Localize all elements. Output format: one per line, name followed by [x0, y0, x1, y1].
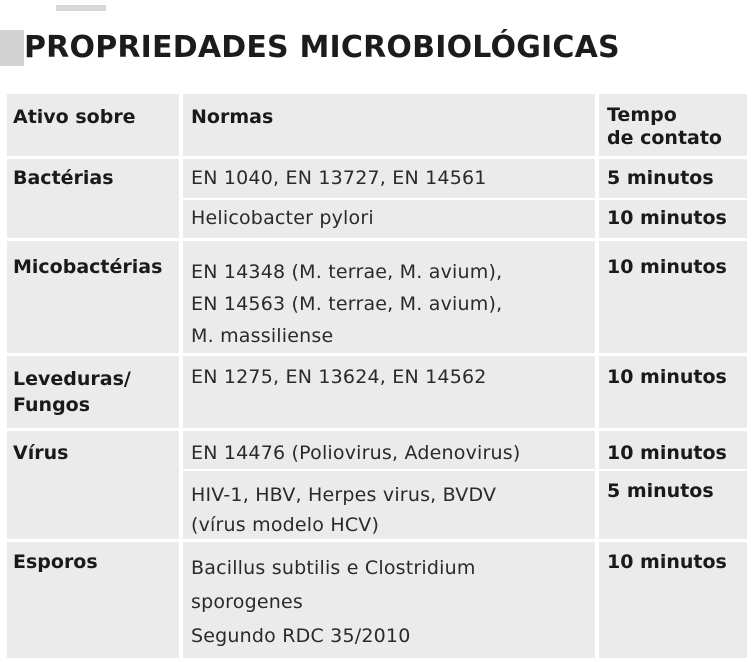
norm-text: Helicobacter pylori	[191, 207, 374, 229]
row-divider	[7, 156, 747, 159]
header-norms: Normas	[191, 106, 274, 128]
agent-bacteria: Bactérias	[13, 167, 114, 189]
column-divider	[595, 94, 599, 658]
norm-text: EN 14476 (Poliovirus, Adenovirus)	[191, 442, 521, 464]
agent-virus: Vírus	[13, 442, 69, 464]
scan-mark	[56, 5, 106, 11]
norm-text: Bacillus subtilis e Clostridium sporogenes Segundo RDC 35/2010	[191, 557, 476, 647]
contact-time: 10 minutos	[607, 366, 727, 388]
microbiological-properties-table	[7, 94, 747, 658]
agent-mycobacteria: Micobactérias	[13, 256, 163, 278]
contact-time: 10 minutos	[607, 551, 727, 573]
contact-time: 10 minutos	[607, 256, 727, 278]
page-title: PROPRIEDADES MICROBIOLÓGICAS	[24, 30, 620, 65]
column-divider	[179, 94, 183, 658]
subrow-divider	[183, 469, 747, 471]
contact-time: 5 minutos	[607, 480, 714, 502]
agent-yeasts-fungi: Leveduras/ Fungos	[13, 368, 131, 416]
header-active-on: Ativo sobre	[13, 106, 136, 128]
subrow-divider	[183, 198, 747, 200]
contact-time: 10 minutos	[607, 207, 727, 229]
agent-spores: Esporos	[13, 551, 98, 573]
contact-time: 10 minutos	[607, 442, 727, 464]
contact-time: 5 minutos	[607, 167, 714, 189]
norm-text: EN 14348 (M. terrae, M. avium), EN 14563 (M. terrae, M. avium), M. massiliense	[191, 261, 503, 347]
norm-text: EN 1040, EN 13727, EN 14561	[191, 167, 487, 189]
title-accent-bar	[0, 30, 24, 66]
norm-text: HIV-1, HBV, Herpes virus, BVDV (vírus modelo HCV)	[191, 484, 497, 536]
norm-text: EN 1275, EN 13624, EN 14562	[191, 366, 487, 388]
row-divider	[7, 238, 747, 241]
header-contact-time: Tempo de contato	[607, 104, 722, 149]
row-divider	[7, 428, 747, 431]
row-divider	[7, 353, 747, 356]
